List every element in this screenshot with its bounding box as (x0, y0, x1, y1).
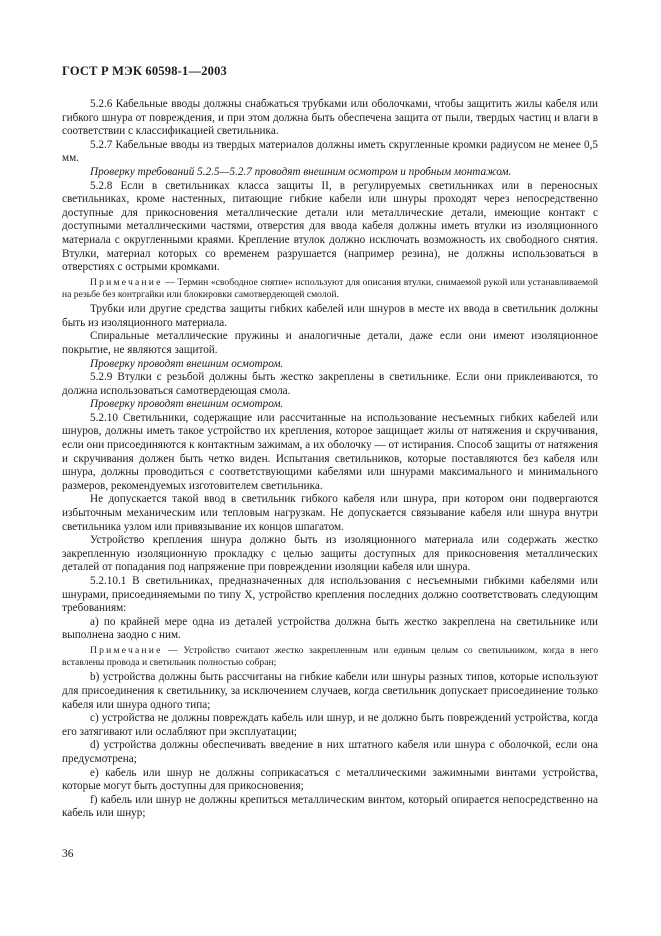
check-note: Проверку проводят внешним осмотром. (90, 398, 284, 411)
paragraph: 5.2.10.1 В светильниках, предназначенных для использования с несъемными гибкими кабелями или шнурами, присоединяемыми по типу X, устройство крепления последних должно соответствовать следующим требованиям: (62, 575, 598, 615)
paragraph: Спиральные металлические пружины и аналогичные детали, даже если они имеют изоляционное покрытие, не являются защитой. (62, 330, 598, 356)
paragraph: 5.2.9 Втулки с резьбой должны быть жестко закреплены в светильнике. Если они приклеиваются, то должна использоваться самотвердеющая смола. (62, 371, 598, 397)
document-body (62, 98, 598, 821)
check-note: Проверку требований 5.2.5—5.2.7 проводят внешним осмотром и пробным монтажом. (90, 165, 512, 178)
note (62, 277, 598, 301)
list-item: d) устройства должны обеспечивать введение в них штатного кабеля или шнура с оболочкой, если она предусмотрена; (62, 739, 598, 765)
paragraph: 5.2.8 Если в светильниках класса защиты II, в регулируемых светильниках или в переносных светильниках, кроме настенных, питающие гибкие кабели или шнуры проходят через непосредственно доступные для прикосновения металлические детали или металлические детали, имеющие контакт с доступными металлическими частями, отверстия для ввода кабеля должны иметь втулки из изоляционного материала с округленными краями. Крепление втулок должно исключать возможность их свободного снятия. Втулки, материал которых со временем разрушается (например резина), не должны использоваться в отверстиях с острыми кромками. (62, 179, 598, 274)
paragraph: Устройство крепления шнура должно быть из изоляционного материала или содержать жестко закрепленную изоляционную прокладку с целью защиты доступных для прикосновения металлических деталей от попадания под напряжение при повреждении изоляции кабеля или шнура. (62, 534, 598, 574)
note-label: Примечание (90, 644, 163, 656)
list-item: b) устройства должны быть рассчитаны на гибкие кабели или шнуры разных типов, которые используют для присоединения к светильнику, за исключением случаев, когда светильник допускает присоединение только кабеля или шнура одного типа; (62, 671, 598, 711)
note (62, 645, 598, 669)
list-item: c) устройства не должны повреждать кабель или шнур, и не должно быть повреждений устройства, когда его затягивают или ослабляют при эксплуатации; (62, 712, 598, 738)
note-text: — Термин «свободное снятие» используют для описания втулки, снимаемой рукой или устанавливаемой на резьбе без контргайки или блокировки самотвердеющей смолой. (62, 276, 598, 300)
list-item: e) кабель или шнур не должны соприкасаться с металлическими зажимными винтами устройства, которые могут быть доступны для прикосновения; (62, 766, 598, 793)
document-header: ГОСТ Р МЭК 60598-1—2003 (62, 64, 227, 78)
check-note: Проверку проводят внешним осмотром. (90, 357, 284, 370)
list-item: а) по крайней мере одна из деталей устройства должна быть жестко закреплена на светильнике или выполнена заодно с ним. (62, 615, 598, 642)
page-number: 36 (62, 848, 74, 860)
paragraph: 5.2.7 Кабельные вводы из твердых материалов должны иметь скругленные кромки радиусом не менее 0,5 мм. (62, 138, 598, 165)
list-item: f) кабель или шнур не должны крепиться металлическим винтом, который опирается непосредственно на кабель или шнур; (62, 793, 598, 820)
paragraph: 5.2.6 Кабельные вводы должны снабжаться трубками или оболочками, чтобы защитить жилы кабеля или гибкого шнура от повреждения, и при этом должна быть обеспечена защита от пыли, твердых частиц и влаги в соответствии с классификацией светильника. (62, 98, 598, 138)
note-text: — Устройство считают жестко закрепленным или единым целым со светильником, когда в него вставлены провода и светильник полностью собран; (62, 644, 598, 669)
note-label: Примечание (90, 276, 163, 288)
paragraph: 5.2.10 Светильники, содержащие или рассчитанные на использование несъемных гибких кабелей или шнуров, должны иметь такое устройство их крепления, которое защищает жилы от натяжения и скручивания, если они присоединяются к контактным зажимам, а их оболочку — от истирания. Способ защиты от натяжения и скручивания должен быть четко виден. Испытания светильников, которые поставляются без кабеля или шнура, должны проводиться с соответствующими кабелями или шнурами максимального и минимального размеров, рекомендуемых изготовителем светильника. (62, 411, 598, 492)
paragraph: Не допускается такой ввод в светильник гибкого кабеля или шнура, при котором они подвергаются избыточным механическим или тепловым нагрузкам. Не допускается связывание кабеля или шнура внутри светильника узлом или привязывание их концов шпагатом. (62, 493, 598, 533)
paragraph: Трубки или другие средства защиты гибких кабелей или шнуров в месте их ввода в светильник должны быть из изоляционного материала. (62, 303, 598, 329)
